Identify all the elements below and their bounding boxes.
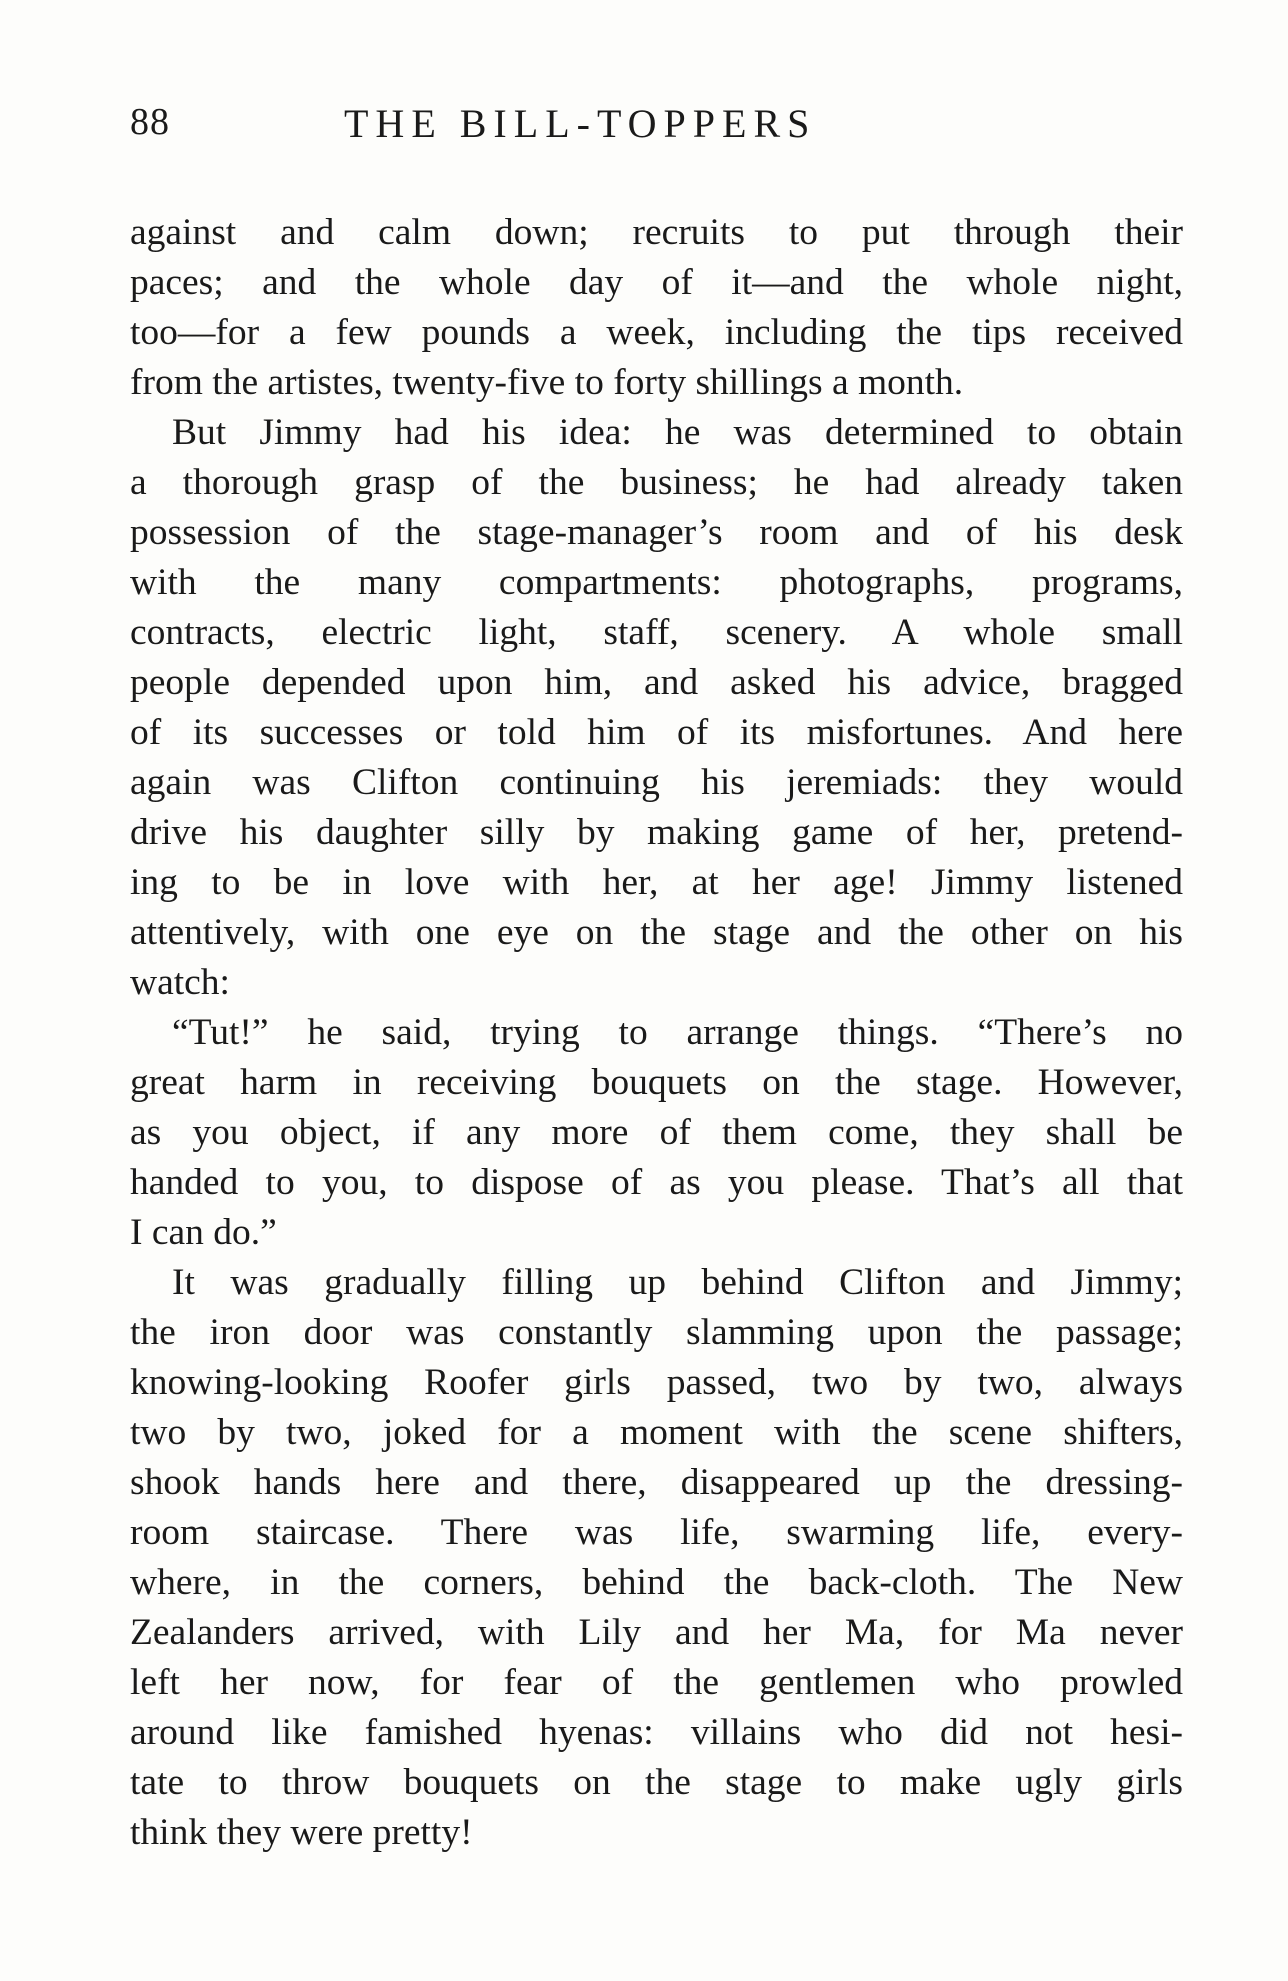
text-line: people depended upon him, and asked his advice, bragged xyxy=(130,662,1183,703)
text-line: the iron door was constantly slamming upon the passage; xyxy=(130,1312,1183,1353)
page-number: 88 xyxy=(130,101,170,143)
body-text xyxy=(130,208,1183,1858)
text-line: think they were pretty! xyxy=(130,1812,473,1853)
text-line: room staircase. There was life, swarming life, every- xyxy=(130,1512,1183,1553)
text-line: I can do.” xyxy=(130,1212,277,1253)
text-line: watch: xyxy=(130,962,230,1003)
text-line: possession of the stage-manager’s room and of his desk xyxy=(130,512,1183,553)
text-line: drive his daughter silly by making game of her, pretend- xyxy=(130,812,1183,853)
text-line: “Tut!” he said, trying to arrange things. “There’s no xyxy=(172,1012,1183,1053)
text-line: as you object, if any more of them come, they shall be xyxy=(130,1112,1183,1153)
text-line: tate to throw bouquets on the stage to make ugly girls xyxy=(130,1762,1183,1803)
text-line: again was Clifton continuing his jeremiads: they would xyxy=(130,762,1183,803)
text-line: attentively, with one eye on the stage and the other on his xyxy=(130,912,1183,953)
text-line: against and calm down; recruits to put through their xyxy=(130,212,1183,253)
page-header xyxy=(130,100,1030,160)
text-line: a thorough grasp of the business; he had already taken xyxy=(130,462,1183,503)
text-line: left her now, for fear of the gentlemen who prowled xyxy=(130,1662,1183,1703)
text-line: too—for a few pounds a week, including the tips received xyxy=(130,312,1183,353)
text-line: with the many compartments: photographs, programs, xyxy=(130,562,1183,603)
text-line: of its successes or told him of its misfortunes. And here xyxy=(130,712,1183,753)
text-line: Zealanders arrived, with Lily and her Ma, for Ma never xyxy=(130,1612,1183,1653)
text-line: two by two, joked for a moment with the scene shifters, xyxy=(130,1412,1183,1453)
text-line: contracts, electric light, staff, scenery. A whole small xyxy=(130,612,1183,653)
text-line: handed to you, to dispose of as you please. That’s all that xyxy=(130,1162,1183,1203)
text-line: where, in the corners, behind the back-cloth. The New xyxy=(130,1562,1183,1603)
text-line: great harm in receiving bouquets on the stage. However, xyxy=(130,1062,1183,1103)
running-head: THE BILL-TOPPERS xyxy=(344,101,817,146)
text-line: It was gradually filling up behind Clifton and Jimmy; xyxy=(172,1262,1183,1303)
text-line: around like famished hyenas: villains who did not hesi- xyxy=(130,1712,1183,1753)
text-line: But Jimmy had his idea: he was determined to obtain xyxy=(172,412,1183,453)
text-line: paces; and the whole day of it—and the whole night, xyxy=(130,262,1183,303)
text-line: ing to be in love with her, at her age! Jimmy listened xyxy=(130,862,1183,903)
text-line: shook hands here and there, disappeared up the dressing- xyxy=(130,1462,1183,1503)
text-line: knowing-looking Roofer girls passed, two by two, always xyxy=(130,1362,1183,1403)
text-line: from the artistes, twenty-five to forty shillings a month. xyxy=(130,362,964,403)
